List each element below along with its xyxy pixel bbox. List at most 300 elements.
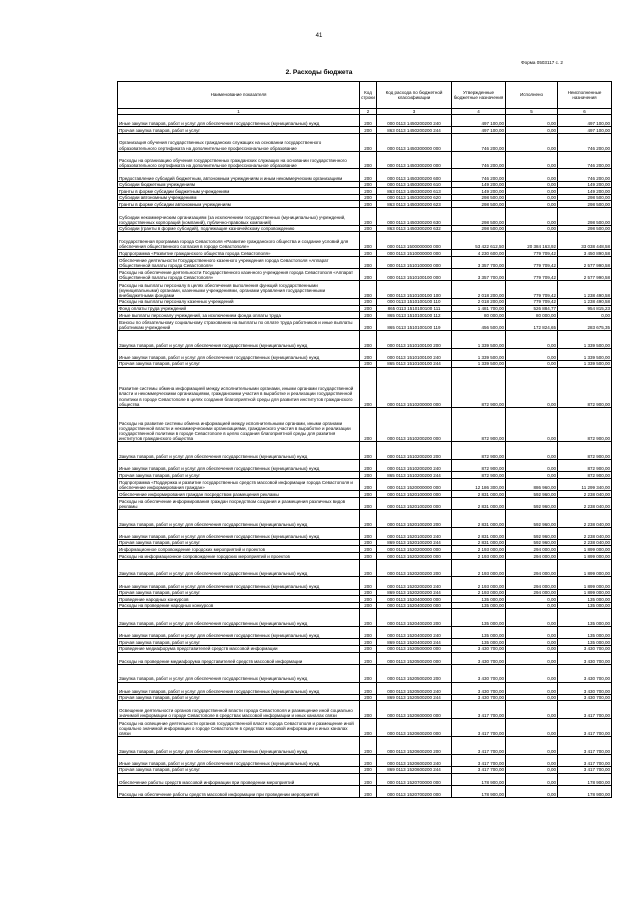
row-budget-code: 000 0113 1520500200 200	[377, 664, 452, 682]
row-name: Прочая закупка товаров, работ и услуг	[118, 589, 360, 596]
row-line-code: 200	[360, 256, 377, 268]
row-line-code: 200	[360, 442, 377, 460]
row-budget-code: 000 0113 1520200000 000	[377, 546, 452, 553]
row-approved: 1 339 500,00	[452, 348, 506, 360]
table-row	[118, 701, 612, 719]
row-unexecuted: 135 000,00	[558, 639, 612, 646]
table-row	[118, 250, 612, 257]
table-row	[118, 330, 612, 348]
row-unexecuted: 3 430 700,00	[558, 645, 612, 652]
row-unexecuted: 11 299 340,00	[558, 478, 612, 490]
row-unexecuted: 497 100,00	[558, 127, 612, 134]
row-unexecuted: 1 238 490,58	[558, 298, 612, 305]
row-executed: 592 960,00	[506, 491, 558, 498]
row-name: Освещение деятельности органов государственной власти города Севастополя и размещение иной социально значимой информации о городе Севастополе в средствах массовой информации и иных каналах связи	[118, 701, 360, 719]
row-approved: 80 000,00	[452, 312, 506, 319]
table-row	[118, 305, 612, 312]
row-name: Иные закупки товаров, работ и услуг для обеспечения государственных (муниципальных) нужд	[118, 348, 360, 360]
row-budget-code: 865 0113 1510100100 112	[377, 312, 452, 319]
row-unexecuted: 3 430 700,00	[558, 664, 612, 682]
row-executed: 0,00	[506, 201, 558, 208]
row-line-code: 200	[360, 627, 377, 639]
row-approved: 456 500,00	[452, 318, 506, 330]
row-unexecuted: 3 430 700,00	[558, 652, 612, 664]
header-approved: Утвержденные бюджетные назначения	[452, 82, 506, 109]
row-line-code: 200	[360, 232, 377, 250]
row-executed: 0,00	[506, 664, 558, 682]
row-approved: 2 018 200,00	[452, 298, 506, 305]
section-title: 2. Расходы бюджета	[285, 69, 353, 76]
row-unexecuted: 2 238 040,00	[558, 497, 612, 509]
row-budget-code: 869 0113 1520200200 244	[377, 589, 452, 596]
table-row	[118, 609, 612, 627]
row-line-code: 200	[360, 527, 377, 539]
row-approved: 178 900,00	[452, 773, 506, 785]
row-line-code: 200	[360, 208, 377, 226]
table-row	[118, 553, 612, 560]
table-row	[118, 596, 612, 603]
row-unexecuted: 135 000,00	[558, 602, 612, 609]
row-line-code: 200	[360, 539, 377, 546]
row-unexecuted: 872 900,00	[558, 442, 612, 460]
row-approved: 3 357 700,00	[452, 256, 506, 268]
row-name: Субсидии некоммерческим организациям (за исключением государственных (муниципальных) учреждений, государственных корпораций (компаний), публично-правовых компаний)	[118, 208, 360, 226]
table-row	[118, 527, 612, 539]
row-name: Субсидии автономным учреждениям	[118, 194, 360, 201]
row-line-code: 200	[360, 360, 377, 367]
index-cell: 4	[452, 109, 506, 115]
row-approved: 298 500,00	[452, 194, 506, 201]
row-executed: 0,00	[506, 766, 558, 773]
index-cell: 5	[506, 109, 558, 115]
row-executed: 172 824,65	[506, 318, 558, 330]
row-name: Обеспечение информирования граждан посредством размещения рекламы	[118, 491, 360, 498]
row-name: Предоставление субсидий бюджетным, автономным учреждениям и иным некоммерческим организациям	[118, 169, 360, 181]
table-row	[118, 472, 612, 479]
row-approved: 3 430 700,00	[452, 682, 506, 694]
row-line-code: 200	[360, 298, 377, 305]
row-budget-code: 000 0113 1510200200 240	[377, 460, 452, 472]
row-executed: 0,00	[506, 694, 558, 701]
header-unexecuted: Неисполненные назначения	[558, 82, 612, 109]
row-executed: 526 884,77	[506, 305, 558, 312]
row-approved: 12 186 300,00	[452, 478, 506, 490]
row-executed: 886 960,00	[506, 478, 558, 490]
table-row	[118, 785, 612, 797]
row-executed: 294 000,00	[506, 546, 558, 553]
row-budget-code: 000 0113 1450300200 610	[377, 181, 452, 188]
table-row	[118, 719, 612, 737]
row-line-code: 200	[360, 225, 377, 232]
row-budget-code: 000 0113 1520400000 000	[377, 596, 452, 603]
row-executed: 0,00	[506, 701, 558, 719]
table-row	[118, 546, 612, 553]
row-executed: 0,00	[506, 754, 558, 766]
row-unexecuted: 2 238 040,00	[558, 527, 612, 539]
row-budget-code: 000 0113 1510200200 200	[377, 442, 452, 460]
row-line-code: 200	[360, 694, 377, 701]
row-unexecuted: 283 675,35	[558, 318, 612, 330]
row-executed: 0,00	[506, 682, 558, 694]
row-executed: 0,00	[506, 127, 558, 134]
row-line-code: 200	[360, 348, 377, 360]
row-approved: 135 000,00	[452, 596, 506, 603]
row-executed: 592 960,00	[506, 527, 558, 539]
table-row	[118, 298, 612, 305]
row-executed: 779 709,42	[506, 256, 558, 268]
row-name: Расходы на развитие системы обмена информацией между исполнительными органами, иными органами государственной власти и некоммерческими организациями, гражданского участия в выработке и реализации государственной политики в городе Севастополе в целях создания благоприятной среды для развития институтов гражданского общества	[118, 407, 360, 442]
table-row	[118, 652, 612, 664]
row-name: Субсидии (гранты в форме субсидий), подлежащие казначейскому сопровождению	[118, 225, 360, 232]
row-name: Расходы на обеспечение деятельности Государственного казенного учреждения города Севастополя «Аппарат Общественной палаты города Севастополя»	[118, 269, 360, 281]
row-executed: 0,00	[506, 602, 558, 609]
row-unexecuted: 2 238 040,00	[558, 539, 612, 546]
row-approved: 2 193 000,00	[452, 559, 506, 577]
row-unexecuted: 1 899 000,00	[558, 589, 612, 596]
row-executed: 0,00	[506, 596, 558, 603]
row-line-code: 200	[360, 682, 377, 694]
row-name: Иные закупки товаров, работ и услуг для обеспечения государственных (муниципальных) нужд	[118, 577, 360, 589]
row-name: Иные закупки товаров, работ и услуг для обеспечения государственных (муниципальных) нужд	[118, 460, 360, 472]
row-executed: 294 000,00	[506, 577, 558, 589]
row-unexecuted: 3 417 700,00	[558, 719, 612, 737]
row-budget-code: 869 0113 1520600200 244	[377, 766, 452, 773]
row-name: Расходы на проведение народных конкурсов	[118, 602, 360, 609]
row-name: Иные закупки товаров, работ и услуг для обеспечения государственных (муниципальных) нужд	[118, 115, 360, 127]
table-row	[118, 367, 612, 407]
row-budget-code: 000 0113 1510100100 200	[377, 330, 452, 348]
row-budget-code: 000 0113 1450300200 600	[377, 169, 452, 181]
row-unexecuted: 0,00	[558, 312, 612, 319]
row-line-code: 200	[360, 194, 377, 201]
row-approved: 746 200,00	[452, 169, 506, 181]
table-row	[118, 208, 612, 226]
table-row	[118, 225, 612, 232]
row-name: Расходы на освещение деятельности органов государственной власти города Севастополя и размещение иной социально значимой информации о городе Севастополе в средствах массовой информации и иных каналах связи	[118, 719, 360, 737]
row-budget-code: 000 0113 1520600200 240	[377, 754, 452, 766]
row-line-code: 200	[360, 127, 377, 134]
row-name: Фонд оплаты труда учреждений	[118, 305, 360, 312]
row-approved: 135 000,00	[452, 639, 506, 646]
row-executed: 294 000,00	[506, 589, 558, 596]
row-name: Прочая закупка товаров, работ и услуг	[118, 694, 360, 701]
index-cell: 1	[118, 109, 360, 115]
row-unexecuted: 1 899 000,00	[558, 577, 612, 589]
row-approved: 2 193 000,00	[452, 577, 506, 589]
row-approved: 3 430 700,00	[452, 652, 506, 664]
row-budget-code: 000 0113 1500000000 000	[377, 232, 452, 250]
row-approved: 298 500,00	[452, 225, 506, 232]
header-indicator-name: Наименование показателя	[118, 82, 360, 109]
row-name: Расходы на обеспечение работы средств массовой информации при проведении мероприятий	[118, 785, 360, 797]
row-line-code: 200	[360, 559, 377, 577]
row-executed: 294 000,00	[506, 553, 558, 560]
index-cell: 3	[377, 109, 452, 115]
row-unexecuted: 298 500,00	[558, 201, 612, 208]
row-executed: 0,00	[506, 652, 558, 664]
row-approved: 1 339 500,00	[452, 360, 506, 367]
row-name: Субсидии бюджетным учреждениям	[118, 181, 360, 188]
row-name: Иные выплаты персоналу учреждений, за исключением фонда оплаты труда	[118, 312, 360, 319]
row-executed: 0,00	[506, 407, 558, 442]
row-executed: 0,00	[506, 627, 558, 639]
row-unexecuted: 746 200,00	[558, 133, 612, 151]
table-row	[118, 736, 612, 754]
row-unexecuted: 2 577 990,58	[558, 256, 612, 268]
table-row	[118, 602, 612, 609]
row-name: Закупка товаров, работ и услуг для обеспечения государственных (муниципальных) нужд	[118, 559, 360, 577]
row-name: Организация обучения государственных гражданских служащих на основании государственного образовательного сертификата на дополнительное профессиональное образование	[118, 133, 360, 151]
row-unexecuted: 33 038 448,58	[558, 232, 612, 250]
row-approved: 2 018 200,00	[452, 281, 506, 299]
row-budget-code: 000 0113 1510100100 000	[377, 269, 452, 281]
row-executed: 592 960,00	[506, 539, 558, 546]
row-line-code: 200	[360, 766, 377, 773]
row-budget-code: 865 0113 1510100100 111	[377, 305, 452, 312]
row-executed: 0,00	[506, 609, 558, 627]
row-approved: 2 193 000,00	[452, 553, 506, 560]
row-unexecuted: 872 900,00	[558, 367, 612, 407]
table-row	[118, 577, 612, 589]
row-approved: 135 000,00	[452, 627, 506, 639]
row-approved: 4 230 600,00	[452, 250, 506, 257]
row-approved: 872 900,00	[452, 407, 506, 442]
row-budget-code: 863 0113 1450300200 632	[377, 225, 452, 232]
row-name: Подпрограмма «Развитие гражданского общества города Севастополя»	[118, 250, 360, 257]
row-line-code: 200	[360, 773, 377, 785]
row-name: Прочая закупка товаров, работ и услуг	[118, 360, 360, 367]
row-approved: 53 422 612,50	[452, 232, 506, 250]
row-executed: 0,00	[506, 472, 558, 479]
row-approved: 872 900,00	[452, 367, 506, 407]
row-executed: 779 709,42	[506, 281, 558, 299]
row-approved: 298 500,00	[452, 208, 506, 226]
row-approved: 3 417 700,00	[452, 736, 506, 754]
table-row	[118, 133, 612, 151]
row-name: Прочая закупка товаров, работ и услуг	[118, 766, 360, 773]
row-unexecuted: 149 200,00	[558, 188, 612, 195]
row-line-code: 200	[360, 318, 377, 330]
row-budget-code: 000 0113 1520500200 000	[377, 652, 452, 664]
row-unexecuted: 746 200,00	[558, 169, 612, 181]
row-budget-code: 000 0113 1510200000 000	[377, 367, 452, 407]
row-budget-code: 869 0113 1520400200 244	[377, 639, 452, 646]
row-name: Прочая закупка товаров, работ и услуг	[118, 539, 360, 546]
row-approved: 2 193 000,00	[452, 589, 506, 596]
row-unexecuted: 3 430 700,00	[558, 694, 612, 701]
row-line-code: 200	[360, 509, 377, 527]
page-number: 41	[315, 33, 323, 39]
row-approved: 3 417 700,00	[452, 754, 506, 766]
row-line-code: 200	[360, 407, 377, 442]
row-line-code: 200	[360, 546, 377, 553]
table-row	[118, 115, 612, 127]
form-code: Форма 0503117 с. 2	[521, 60, 563, 65]
row-budget-code: 863 0113 1450300200 623	[377, 201, 452, 208]
row-budget-code: 869 0113 1520500200 244	[377, 694, 452, 701]
row-line-code: 200	[360, 115, 377, 127]
row-line-code: 200	[360, 201, 377, 208]
row-unexecuted: 298 500,00	[558, 225, 612, 232]
table-row	[118, 232, 612, 250]
row-executed: 0,00	[506, 645, 558, 652]
row-name: Закупка товаров, работ и услуг для обеспечения государственных (муниципальных) нужд	[118, 442, 360, 460]
row-line-code: 200	[360, 785, 377, 797]
row-unexecuted: 1 339 500,00	[558, 348, 612, 360]
expenditure-table	[117, 81, 612, 798]
row-unexecuted: 135 000,00	[558, 596, 612, 603]
table-row	[118, 639, 612, 646]
row-unexecuted: 746 200,00	[558, 151, 612, 169]
header-executed: Исполнено	[506, 82, 558, 109]
row-executed: 0,00	[506, 133, 558, 151]
row-line-code: 200	[360, 609, 377, 627]
row-approved: 298 500,00	[452, 201, 506, 208]
row-budget-code: 000 0113 1520100200 000	[377, 497, 452, 509]
row-executed: 0,00	[506, 736, 558, 754]
table-row	[118, 188, 612, 195]
row-budget-code: 000 0113 1450300000 000	[377, 133, 452, 151]
row-approved: 3 357 700,00	[452, 269, 506, 281]
row-line-code: 200	[360, 169, 377, 181]
table-row	[118, 169, 612, 181]
row-line-code: 200	[360, 281, 377, 299]
row-name: Закупка товаров, работ и услуг для обеспечения государственных (муниципальных) нужд	[118, 330, 360, 348]
row-executed: 0,00	[506, 151, 558, 169]
row-line-code: 200	[360, 491, 377, 498]
table-row	[118, 151, 612, 169]
table-row	[118, 407, 612, 442]
row-line-code: 200	[360, 330, 377, 348]
row-budget-code: 000 0113 1520700200 000	[377, 785, 452, 797]
row-approved: 2 193 000,00	[452, 546, 506, 553]
row-approved: 1 339 500,00	[452, 330, 506, 348]
row-unexecuted: 135 000,00	[558, 627, 612, 639]
row-budget-code: 869 0113 1520100200 244	[377, 539, 452, 546]
index-cell: 2	[360, 109, 377, 115]
row-approved: 1 481 700,00	[452, 305, 506, 312]
row-executed: 0,00	[506, 460, 558, 472]
row-budget-code: 000 0113 1510100100 110	[377, 298, 452, 305]
row-budget-code: 000 0113 1510200200 000	[377, 407, 452, 442]
row-budget-code: 000 0113 1510100100 240	[377, 348, 452, 360]
table-row	[118, 589, 612, 596]
row-approved: 135 000,00	[452, 602, 506, 609]
row-budget-code: 000 0113 1520100200 240	[377, 527, 452, 539]
row-line-code: 200	[360, 701, 377, 719]
row-budget-code: 000 0113 1520600200 200	[377, 736, 452, 754]
row-line-code: 200	[360, 497, 377, 509]
table-row	[118, 491, 612, 498]
row-approved: 2 831 000,00	[452, 527, 506, 539]
row-name: Расходы на обеспечение информирования граждан посредством создания и размещения различных видов рекламы	[118, 497, 360, 509]
table-row	[118, 360, 612, 367]
row-unexecuted: 1 339 500,00	[558, 330, 612, 348]
row-unexecuted: 298 500,00	[558, 208, 612, 226]
table-row	[118, 181, 612, 188]
row-unexecuted: 872 900,00	[558, 472, 612, 479]
row-budget-code: 000 0113 1450300200 000	[377, 151, 452, 169]
table-row	[118, 509, 612, 527]
row-name: Гранты в форме субсидии бюджетным учреждениям	[118, 188, 360, 195]
row-executed: 779 709,42	[506, 269, 558, 281]
row-executed: 0,00	[506, 719, 558, 737]
table-row	[118, 627, 612, 639]
row-name: Расходы на организацию обучения государственных гражданских служащих на основании государственного образовательного сертификата на дополнительное профессиональное образование	[118, 151, 360, 169]
row-line-code: 200	[360, 719, 377, 737]
table-row	[118, 201, 612, 208]
row-executed: 0,00	[506, 225, 558, 232]
row-budget-code: 000 0113 1520500200 240	[377, 682, 452, 694]
row-unexecuted: 3 417 700,00	[558, 701, 612, 719]
row-unexecuted: 2 577 990,58	[558, 269, 612, 281]
row-line-code: 200	[360, 652, 377, 664]
row-line-code: 200	[360, 736, 377, 754]
table-row	[118, 539, 612, 546]
row-line-code: 200	[360, 596, 377, 603]
row-executed: 0,00	[506, 773, 558, 785]
table-row	[118, 682, 612, 694]
row-unexecuted: 135 000,00	[558, 609, 612, 627]
row-executed: 779 709,42	[506, 298, 558, 305]
row-unexecuted: 2 238 040,00	[558, 491, 612, 498]
row-line-code: 200	[360, 602, 377, 609]
table-row	[118, 194, 612, 201]
row-unexecuted: 497 100,00	[558, 115, 612, 127]
row-approved: 497 100,00	[452, 115, 506, 127]
row-executed: 0,00	[506, 348, 558, 360]
row-executed: 0,00	[506, 360, 558, 367]
row-approved: 746 200,00	[452, 151, 506, 169]
row-executed: 80 000,00	[506, 312, 558, 319]
row-line-code: 200	[360, 269, 377, 281]
row-budget-code: 865 0113 1510100100 119	[377, 318, 452, 330]
table-row	[118, 348, 612, 360]
row-name: Обеспечение работы средств массовой информации при проведении мероприятий	[118, 773, 360, 785]
row-unexecuted: 178 900,00	[558, 773, 612, 785]
row-unexecuted: 2 238 040,00	[558, 509, 612, 527]
row-budget-code: 000 0113 1450300200 620	[377, 194, 452, 201]
row-approved: 872 900,00	[452, 460, 506, 472]
row-unexecuted: 1 899 000,00	[558, 553, 612, 560]
header-line-code: Код строки	[360, 82, 377, 109]
row-line-code: 200	[360, 478, 377, 490]
row-name: Расходы на информационное сопровождение городских мероприятий и проектов	[118, 553, 360, 560]
row-executed: 0,00	[506, 639, 558, 646]
row-budget-code: 000 0113 1520400200 200	[377, 609, 452, 627]
row-name: Иные закупки товаров, работ и услуг для обеспечения государственных (муниципальных) нужд	[118, 627, 360, 639]
table-row	[118, 127, 612, 134]
row-executed: 20 384 163,92	[506, 232, 558, 250]
row-executed: 0,00	[506, 188, 558, 195]
row-name: Проведение медиафорума представителей средств массовой информации	[118, 645, 360, 652]
row-budget-code: 000 0113 1520400200 240	[377, 627, 452, 639]
row-executed: 0,00	[506, 330, 558, 348]
row-budget-code: 000 0113 1520100000 000	[377, 491, 452, 498]
row-executed: 592 960,00	[506, 497, 558, 509]
row-name: Закупка товаров, работ и услуг для обеспечения государственных (муниципальных) нужд	[118, 509, 360, 527]
row-approved: 149 200,00	[452, 188, 506, 195]
row-executed: 592 960,00	[506, 509, 558, 527]
row-line-code: 200	[360, 181, 377, 188]
table-row	[118, 460, 612, 472]
row-budget-code: 000 0113 1520600200 000	[377, 719, 452, 737]
header-budget-code: Код расхода по бюджетной классификации	[377, 82, 452, 109]
row-name: Прочая закупка товаров, работ и услуг	[118, 639, 360, 646]
row-unexecuted: 1 899 000,00	[558, 559, 612, 577]
row-name: Гранты в форме субсидии автономным учреждениям	[118, 201, 360, 208]
row-approved: 3 417 700,00	[452, 701, 506, 719]
